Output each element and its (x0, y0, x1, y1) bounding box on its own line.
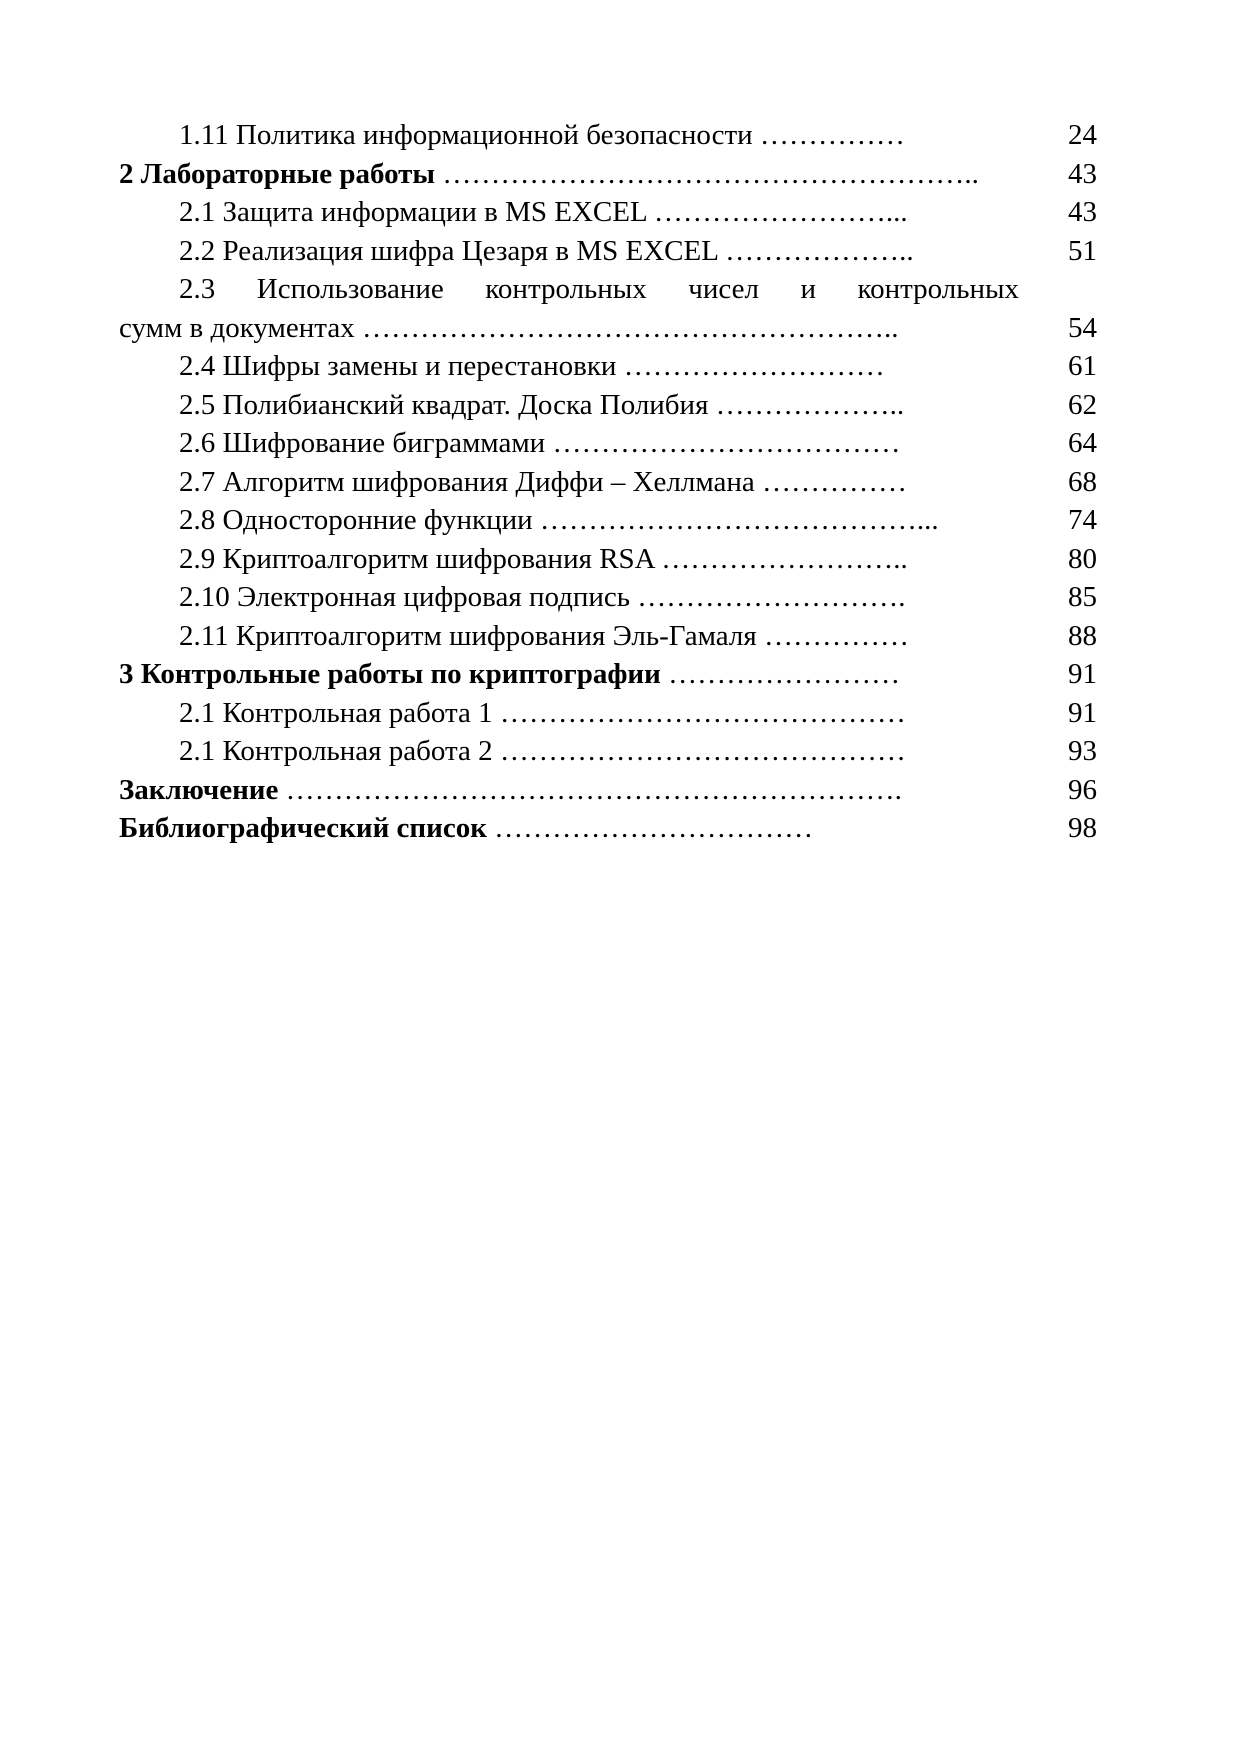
toc-entry-label: 2.7 Алгоритм шифрования Диффи – Хеллмана (179, 465, 755, 498)
toc-page-number: 62 (1068, 388, 1097, 421)
toc-page-number: 74 (1068, 504, 1097, 536)
toc-leader-dots: …………………………………… (492, 696, 906, 729)
toc-row-wrapped-first-line (119, 270, 1097, 309)
toc-entry-label: 2.11 Криптоалгоритм шифрования Эль-Гамаля (179, 619, 757, 652)
toc-entry[interactable] (179, 578, 1019, 617)
toc-leader-dots: …………………………………... (532, 504, 939, 536)
toc-row (119, 617, 1097, 656)
toc-entry[interactable] (179, 424, 1019, 463)
toc-row (119, 116, 1097, 155)
toc-leader-dots: …………… (756, 619, 909, 652)
toc-page-number: 80 (1068, 542, 1097, 575)
toc-row (119, 694, 1097, 733)
toc-leader-dots: ……………………………………………….. (435, 157, 979, 190)
toc-row (119, 309, 1097, 348)
toc-row (119, 501, 1097, 540)
toc-entry[interactable] (179, 732, 1019, 771)
toc-entry-label: сумм в документах (119, 311, 355, 344)
toc-page-number: 51 (1068, 234, 1097, 267)
toc-entry[interactable] (119, 655, 1019, 694)
toc-entry[interactable] (179, 347, 1019, 386)
toc-entry[interactable] (179, 463, 1019, 502)
toc-entry-label: 1.11 Политика информационной безопасности (179, 119, 753, 151)
toc-row (119, 193, 1097, 232)
toc-entry-label: 2.1 Контрольная работа 1 (179, 696, 493, 729)
toc-page-number: 54 (1068, 311, 1097, 344)
toc-entry-label: 2.10 Электронная цифровая подпись (179, 581, 631, 613)
toc-entry-label: 2.8 Односторонние функции (179, 504, 533, 536)
toc-leader-dots: ……………….. (708, 388, 905, 421)
toc-row (119, 771, 1097, 810)
toc-leader-dots: ……………….. (717, 234, 914, 267)
toc-entry[interactable] (179, 540, 1019, 579)
toc-row (119, 386, 1097, 425)
toc-entry-label: Библиографический список (119, 812, 487, 844)
toc-row (119, 540, 1097, 579)
toc-entry[interactable] (119, 771, 1019, 810)
toc-entry[interactable] (179, 232, 1019, 271)
toc-entry-label: 2.4 Шифры замены и перестановки (179, 350, 617, 382)
toc-leader-dots: …………………… (660, 658, 901, 690)
toc-row (119, 347, 1097, 386)
toc-row (119, 655, 1097, 694)
toc-page-number: 43 (1068, 196, 1097, 228)
toc-leader-dots: ……………………………………………….. (354, 311, 899, 344)
toc-entry-label: 2.2 Реализация шифра Цезаря в MS EXCEL (179, 234, 718, 267)
toc-row (119, 809, 1097, 848)
toc-row (119, 732, 1097, 771)
toc-page-number: 93 (1068, 735, 1097, 767)
toc-page-number: 61 (1068, 350, 1097, 382)
toc-leader-dots: ……………………… (616, 350, 885, 382)
toc-page-number: 68 (1068, 465, 1097, 498)
toc-entry[interactable] (119, 809, 1019, 848)
toc-entry-label: 2.1 Контрольная работа 2 (179, 735, 493, 767)
toc-page-number: 64 (1068, 427, 1097, 459)
toc-entry-label: 2 Лабораторные работы (119, 157, 436, 190)
toc-entry-label: 2.9 Криптоалгоритм шифрования RSA (179, 542, 655, 575)
toc-page-number: 96 (1068, 773, 1097, 806)
toc-entry[interactable] (179, 193, 1019, 232)
toc-leader-dots: …………………….. (654, 542, 908, 575)
toc-entry-label-line1[interactable]: 2.3 Использование контрольных чисел и контрольных (179, 273, 1019, 305)
toc-row (119, 578, 1097, 617)
toc-leader-dots: …………………………………… (492, 735, 906, 767)
toc-entry-label: 2.5 Полибианский квадрат. Доска Полибия (179, 388, 709, 421)
toc-leader-dots: ……………………... (646, 196, 908, 228)
toc-entry-label: 2.1 Защита информации в MS EXCEL (179, 196, 647, 228)
toc-entry-label: Заключение (119, 773, 279, 806)
toc-page-number: 43 (1068, 157, 1097, 190)
toc-entry-label: 3 Контрольные работы по криптографии (119, 658, 661, 690)
toc-leader-dots: …………………………… (486, 812, 814, 844)
toc-entry[interactable] (179, 116, 1019, 155)
toc-page-number: 91 (1068, 658, 1097, 690)
toc-entry[interactable] (179, 501, 1019, 540)
table-of-contents (119, 116, 1097, 848)
toc-entry[interactable] (119, 155, 1019, 194)
toc-row (119, 424, 1097, 463)
toc-leader-dots: …………… (752, 119, 905, 151)
toc-leader-dots: …………… (754, 465, 907, 498)
toc-leader-dots: ……………………………… (545, 427, 901, 459)
toc-page-number: 91 (1068, 696, 1097, 729)
toc-leader-dots: ………………………………………………………. (278, 773, 902, 806)
toc-row (119, 155, 1097, 194)
toc-leader-dots: ………………………. (630, 581, 906, 613)
toc-page-number: 85 (1068, 581, 1097, 613)
toc-entry[interactable] (179, 694, 1019, 733)
toc-entry[interactable] (119, 309, 1019, 348)
toc-page-number: 88 (1068, 619, 1097, 652)
toc-page-number: 24 (1068, 119, 1097, 151)
toc-row (119, 232, 1097, 271)
toc-page-number: 98 (1068, 812, 1097, 844)
toc-row (119, 463, 1097, 502)
toc-entry[interactable] (179, 386, 1019, 425)
toc-entry-label: 2.6 Шифрование биграммами (179, 427, 546, 459)
toc-entry[interactable] (179, 617, 1019, 656)
